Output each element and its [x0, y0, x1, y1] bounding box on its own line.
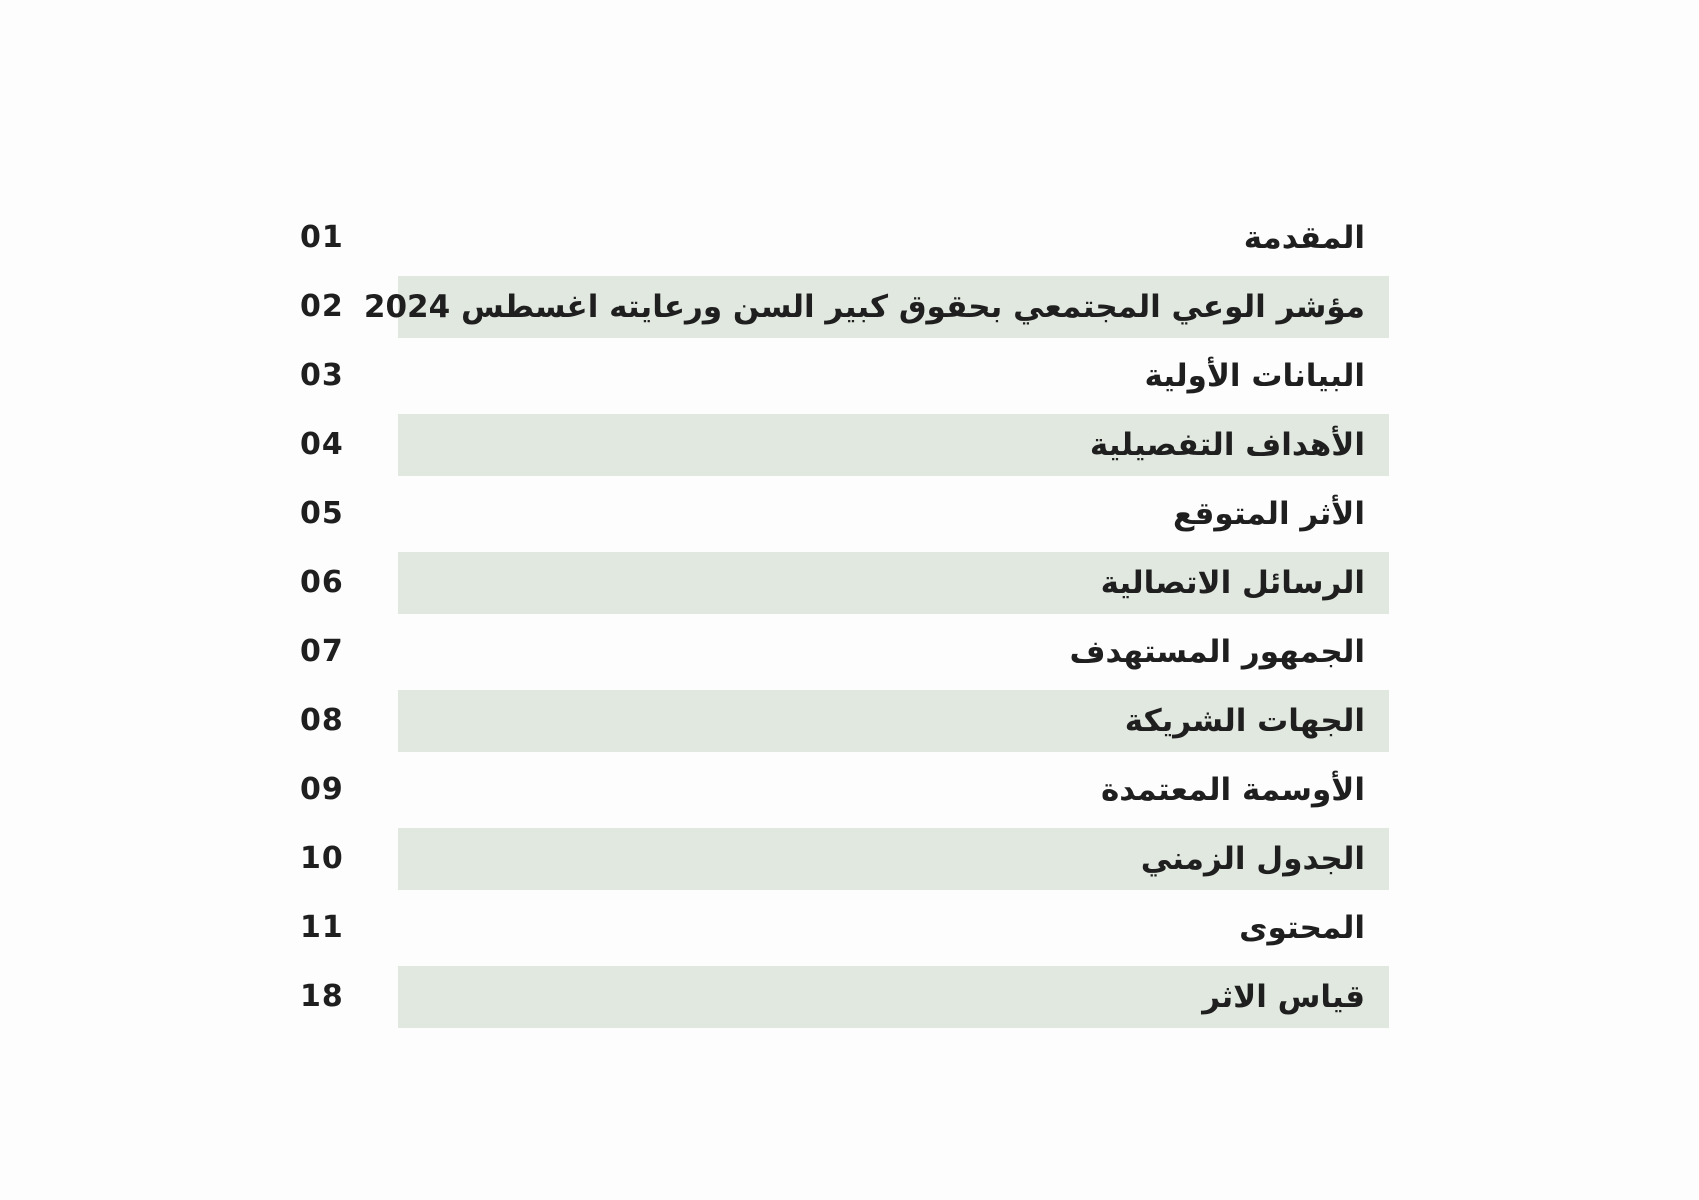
toc-row-band: [398, 207, 1389, 269]
toc-entry-title: الجمهور المستهدف: [1069, 634, 1365, 670]
toc-entry-title: قياس الاثر: [1202, 979, 1365, 1015]
toc-row[interactable]: [300, 897, 1393, 959]
toc-entry-title: الأهداف التفصيلية: [1089, 427, 1365, 463]
toc-page-number: 04: [300, 427, 344, 462]
toc-page-number: 03: [300, 358, 344, 393]
toc-entry-title: الجهات الشريكة: [1124, 703, 1365, 739]
toc-page-number: 09: [300, 772, 344, 807]
toc-entry-title: المقدمة: [1243, 220, 1365, 256]
toc-entry-title: البيانات الأولية: [1144, 358, 1365, 394]
toc-entry-title: الأثر المتوقع: [1172, 496, 1365, 532]
toc-entry-title: الرسائل الاتصالية: [1100, 565, 1365, 601]
toc-page-number: 18: [300, 979, 344, 1014]
toc-entry-title: الأوسمة المعتمدة: [1100, 772, 1365, 808]
toc-row[interactable]: [300, 414, 1393, 476]
toc-row[interactable]: [300, 828, 1393, 890]
toc-page-number: 10: [300, 841, 344, 876]
toc-row[interactable]: [300, 276, 1393, 338]
toc-row[interactable]: [300, 483, 1393, 545]
toc-page-number: 07: [300, 634, 344, 669]
toc-row[interactable]: [300, 207, 1393, 269]
toc-page-number: 05: [300, 496, 344, 531]
toc-entry-title: مؤشر الوعي المجتمعي بحقوق كبير السن ورعايته اغسطس 2024: [363, 289, 1365, 325]
toc-row[interactable]: [300, 552, 1393, 614]
toc-row[interactable]: [300, 690, 1393, 752]
toc-row[interactable]: [300, 966, 1393, 1028]
toc-entry-title: الجدول الزمني: [1140, 841, 1365, 877]
toc-page-number: 08: [300, 703, 344, 738]
table-of-contents: [300, 207, 1393, 1035]
toc-row[interactable]: [300, 621, 1393, 683]
toc-page-number: 02: [300, 289, 344, 324]
toc-page-number: 01: [300, 220, 344, 255]
toc-entry-title: المحتوى: [1239, 910, 1365, 946]
toc-row[interactable]: [300, 759, 1393, 821]
toc-page-number: 06: [300, 565, 344, 600]
toc-row[interactable]: [300, 345, 1393, 407]
toc-page-number: 11: [300, 910, 344, 945]
